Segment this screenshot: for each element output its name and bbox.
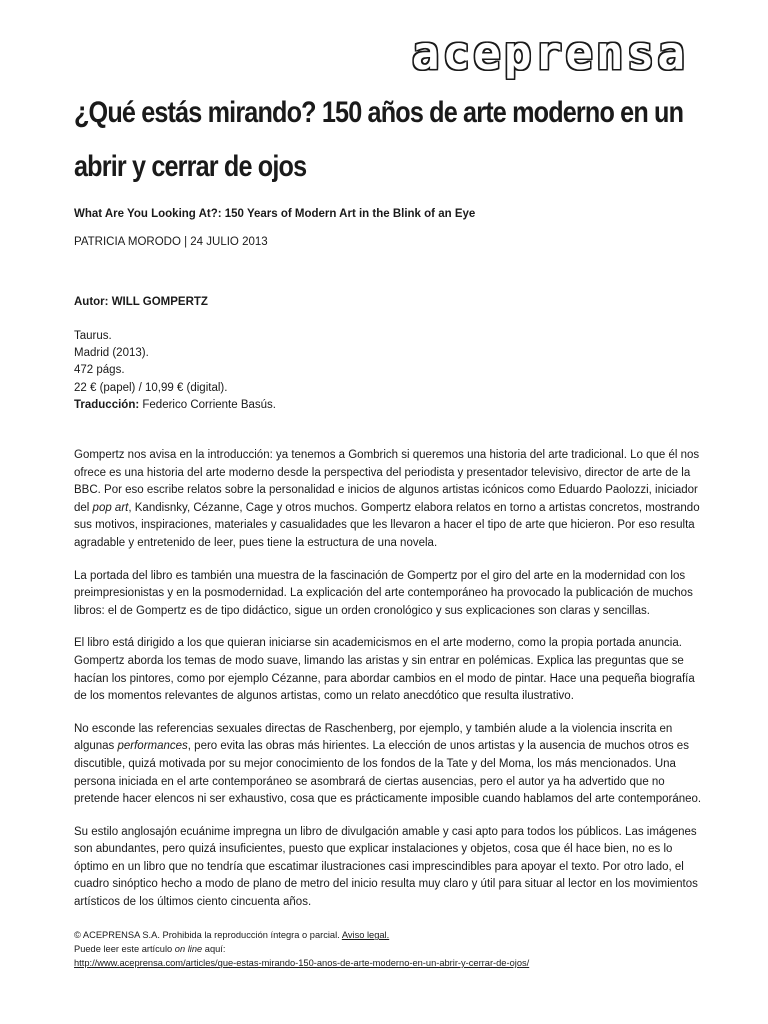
paragraph-1-emphasis: pop art [92, 501, 129, 514]
paragraph-4-text-a: No esconde las referencias sexuales directas de Raschenberg, por ejemplo, y también alude a la violencia inscrita en algunas [74, 722, 673, 753]
paragraph-1 [74, 447, 702, 553]
read-online-text-b: aquí: [202, 944, 226, 954]
paragraph-5: Su estilo anglosajón ecuánime impregna un libro de divulgación amable y casi apto para todos los públicos. Las imágenes son abundantes, pero quizá insuficientes, puesto que explicar instalaciones y objetos, cosa que él hace bien, no es lo óptimo en un libro que no tendría que escatimar ilustraciones casi imprescindibles para apoyar el texto. Por otro lado, el cuadro sinóptico hecho a modo de plano de metro del inicio resulta muy claro y útil para situar al lector en los movimientos artísticos de los últimos ciento cincuenta años. [74, 825, 698, 909]
paragraph-1-text-a: Gompertz nos avisa en la introducción: ya tenemos a Gombrich si queremos una historia del arte tradicional. Lo que él nos ofrece es una historia del arte moderno desde la perspectiva del periodista y presentador televisivo, director de arte de la BBC. Por eso escribe relatos sobre la personalidad e inicios de algunos artistas icónicos como Eduardo Paolozzi, iniciador del [74, 449, 700, 514]
author-label: Autor: [74, 296, 109, 308]
translation-label: Traducción: [74, 398, 140, 411]
article-byline: PATRICIA MORODO | 24 JULIO 2013 [74, 236, 268, 248]
article-url-link[interactable]: http://www.aceprensa.com/articles/que-estas-mirando-150-anos-de-arte-moderno-en-un-abrir-y-cerrar-de-ojos/ [74, 958, 530, 968]
page-footer [74, 928, 714, 970]
book-info [74, 328, 276, 414]
book-author [74, 296, 208, 308]
translator-name: Federico Corriente Basús. [142, 398, 276, 411]
legal-notice-link[interactable]: Aviso legal. [341, 930, 390, 940]
footer-copyright: © ACEPRENSA S.A. Prohibida la reproducción íntegra o parcial. [74, 930, 342, 940]
book-pages: 472 págs. [74, 364, 125, 377]
paragraph-2: La portada del libro es también una muestra de la fascinación de Gompertz por el giro del arte en la modernidad con los preimpresionistas y en la posmodernidad. La explicación del arte contemporáneo ha provocado la publicación de muchos libros: el de Gompertz es de tipo didáctico, sigue un orden cronológico y sus explicaciones son claras y sencillas. [74, 569, 693, 617]
footer-copyright-line [74, 928, 714, 942]
book-translation [74, 397, 276, 414]
paragraph-4 [74, 721, 702, 809]
article-subtitle: What Are You Looking At?: 150 Years of Modern Art in the Blink of an Eye [74, 208, 476, 220]
paragraph-4-text-b: , pero evita las obras más hirientes. La elección de unos artistas y la ausencia de muchos otros es discutible, quizá motivada por su mejor conocimiento de los fondos de la Tate y del Moma, los más mencionados. Una persona iniciada en el arte contemporáneo se asombrará de ciertas ausencias, pero el autor ya ha advertido que no pretende hacer elencos ni ser exhaustivo, cosa que es prácticamente imposible cuando hablamos del arte contemporáneo. [74, 740, 702, 806]
paragraph-1-text-b: , Kandisnky, Cézanne, Cage y otros muchos. Gompertz elabora relatos en torno a artistas concretos, mostrando sus motivos, inspiraciones, materiales y casualidades que les llevaron a hacer el tipo de arte que hicieron. Por eso resulta agradable y entretenido de leer, pues tiene la estructura de una novela. [74, 501, 700, 549]
article-title: ¿Qué estás mirando? 150 años de arte moderno en un abrir y cerrar de ojos [74, 96, 684, 183]
aceprensa-logo: aceprensa [411, 26, 688, 80]
footer-read-online [74, 942, 714, 956]
book-publisher: Taurus. [74, 330, 112, 342]
paragraph-4-emphasis: performances [117, 740, 188, 753]
article-body [74, 447, 702, 927]
read-online-emphasis: on line [174, 944, 203, 954]
paragraph-3: El libro está dirigido a los que quieran iniciarse sin academicismos en el arte moderno, como la propia portada anuncia. Gompertz aborda los temas de modo suave, limando las aristas y sin entrar en polémicas. Explica las preguntas que se hacían los pintores, como por ejemplo Cézanne, para abordar cambios en el modo de pintar. Hace una pequeña biografía de los momentos relevantes de algunos artistas, como un relato anecdótico que resulta ilustrativo. [74, 637, 695, 703]
read-online-text-a: Puede leer este artículo [74, 944, 175, 954]
book-price: 22 € (papel) / 10,99 € (digital). [74, 381, 228, 394]
author-name: WILL GOMPERTZ [111, 296, 208, 308]
book-place-year: Madrid (2013). [74, 347, 149, 360]
